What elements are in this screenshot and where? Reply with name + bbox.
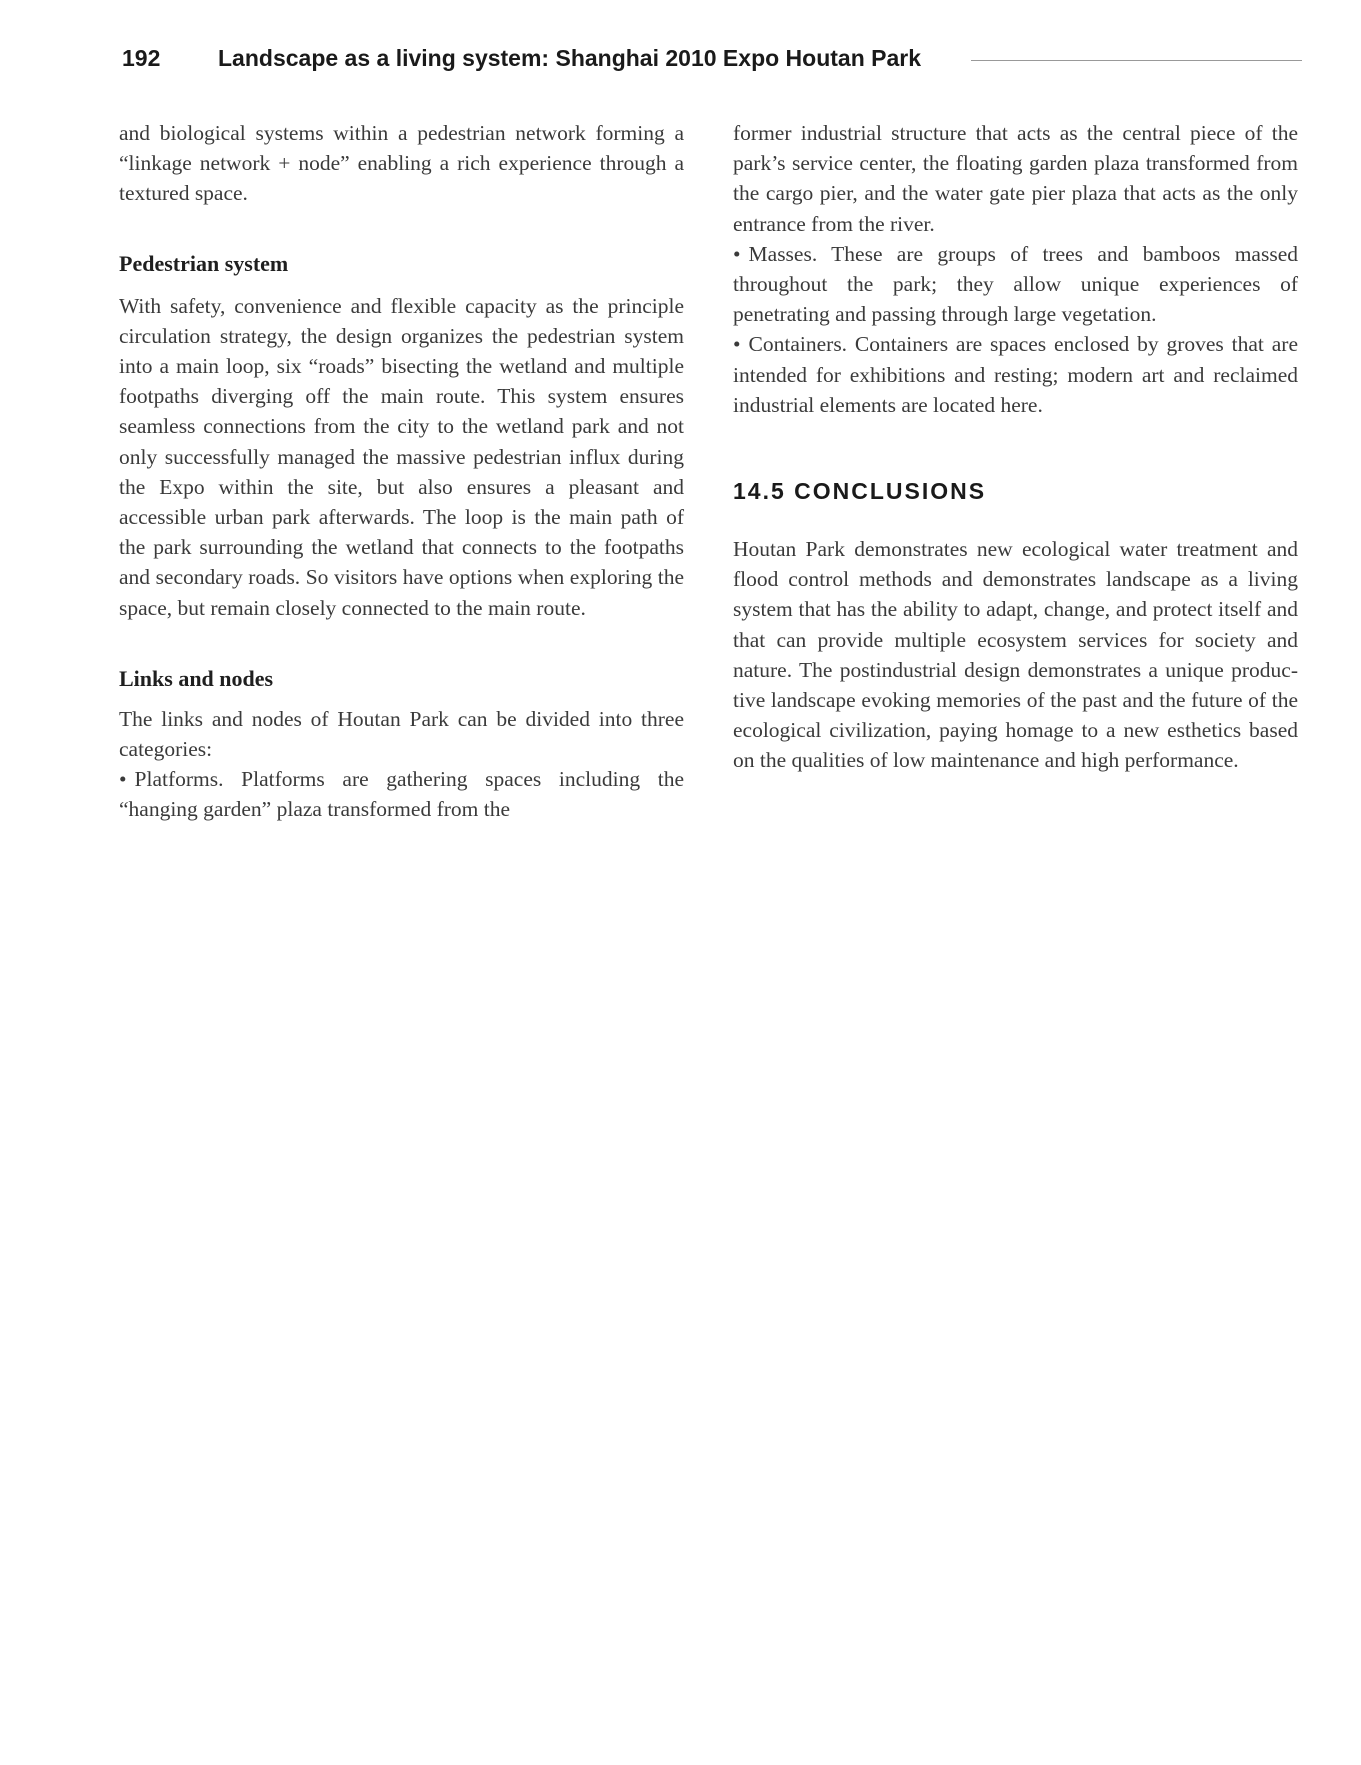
containers-bullet: [733, 329, 1298, 420]
bullet-mark: •: [733, 241, 741, 266]
platforms-bullet: [119, 764, 684, 824]
page-header: [122, 40, 1302, 76]
masses-bullet: [733, 239, 1298, 330]
containers-bullet-text: Containers. Containers are spaces enclosed by groves that are intended for exhibitions and resting; modern art and reclaimed industrial elements are located here.: [733, 332, 1298, 417]
pedestrian-system-heading: Pedestrian system: [119, 250, 289, 276]
conclusions-heading: 14.5 CONCLUSIONS: [733, 478, 987, 505]
left-column: [119, 118, 684, 825]
running-title: Landscape as a living system: Shanghai 2010 Expo Houtan Park: [218, 44, 922, 71]
platforms-bullet-text: Platforms. Platforms are gathering spaces including the “hanging garden” plaza transformed from the: [119, 767, 684, 822]
pedestrian-system-paragraph: With safety, convenience and flexible capacity as the principle circulation strategy, the design organizes the pedestrian system into a main loop, six “roads” bisecting the wetland and multiple footpaths diverging off the main route. This system ensures seamless connections from the city to the wetland park and not only successfully managed the massive pedestrian influx during the Expo within the site, but also ensures a pleasant and accessible urban park afterwards. The loop is the main path of the park surrounding the wetland that connects to the footpaths and secondary roads. So visitors have options when exploring the space, but remain closely connected to the main route.: [119, 293, 684, 620]
links-nodes-paragraph: The links and nodes of Houtan Park can be divided into three categories:: [119, 706, 684, 762]
platforms-continued-paragraph: former industrial structure that acts as the central piece of the park’s service center, the floating garden plaza transformed from the cargo pier, and the water gate pier plaza that acts as the only entrance from the river.: [733, 121, 1298, 236]
right-column: [733, 118, 1298, 776]
intro-paragraph: and biological systems within a pedestrian network forming a “linkage network + node” enabling a rich experience through a textured space.: [119, 121, 684, 206]
masses-bullet-text: Masses. These are groups of trees and bamboos massed throughout the park; they allow unique experiences of penetrating and passing through large vegetation.: [733, 241, 1298, 327]
links-nodes-heading: Links and nodes: [119, 665, 274, 691]
page-number: 192: [122, 44, 161, 71]
conclusions-paragraph: Houtan Park demonstrates new ecological water treatment and flood control methods and demonstrates landscape as a living system that has the ability to adapt, change, and protect itself and that can provide multiple ecosystem services for society and nature. The postindustrial design demonstrates a unique productive landscape evoking memories of the past and the future of the ecological civilization, paying homage to a new esthetics based on the qualities of low maintenance and high performance.: [733, 537, 1298, 773]
bullet-mark: •: [119, 767, 127, 792]
header-rule: [971, 60, 1302, 61]
bullet-mark: •: [733, 332, 741, 357]
